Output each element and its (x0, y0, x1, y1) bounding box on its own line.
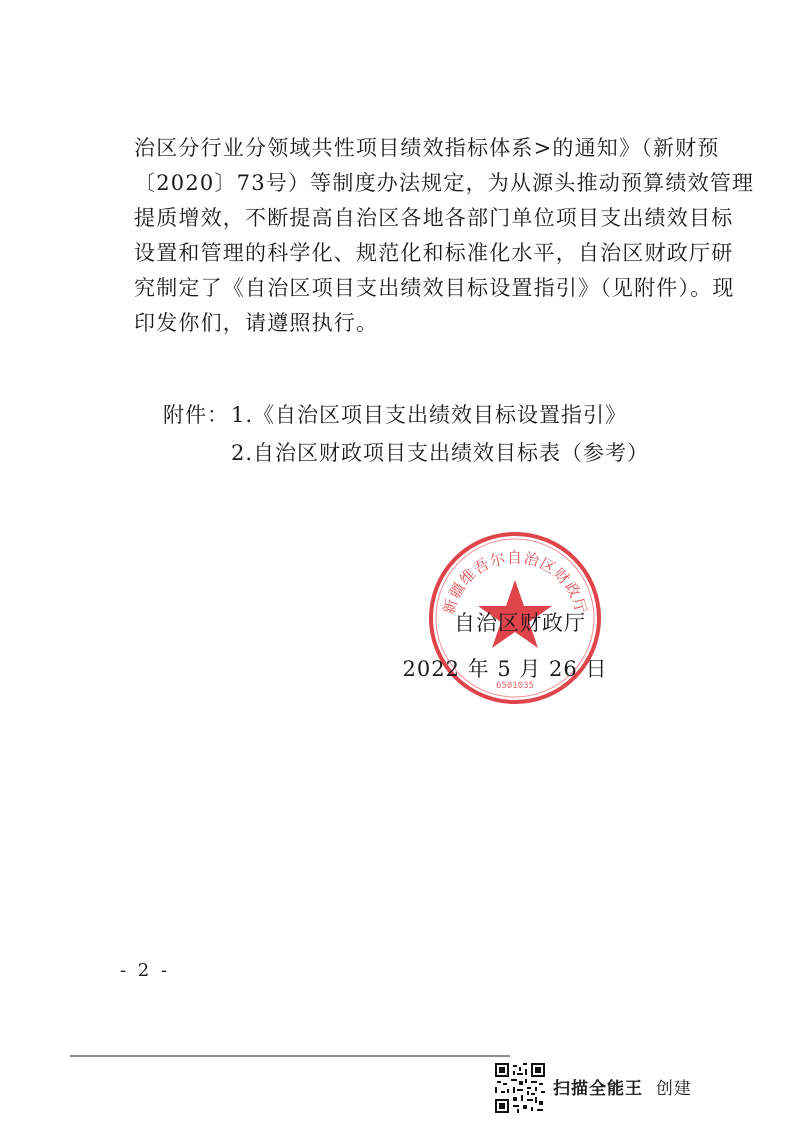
body-line: 提质增效，不断提高自治区各地各部门单位项目支出绩效目标 (134, 206, 734, 230)
attachment-item: 1.《自治区项目支出绩效目标设置指引》 (231, 403, 628, 427)
qr-code-icon (495, 1063, 545, 1113)
body-line: 〔2020〕73号）等制度办法规定，为从源头推动预算绩效管理 (134, 171, 755, 195)
issuing-authority: 自治区财政厅 (454, 611, 586, 635)
watermark-action: 创建 (655, 1079, 692, 1099)
scan-edge-divider (70, 1055, 510, 1057)
issue-date: 2022 年 5 月 26 日 (402, 657, 608, 681)
body-line: 印发你们，请遵照执行。 (134, 311, 379, 335)
page-number: - 2 - (120, 960, 171, 981)
watermark-brand: 扫描全能王 (553, 1079, 643, 1099)
body-line: 治区分行业分领域共性项目绩效指标体系>的通知》（新财预 (134, 136, 720, 160)
scanner-watermark (553, 1074, 692, 1099)
seal-text: 新疆维吾尔自治区财政厅 (439, 548, 591, 617)
body-paragraph (134, 131, 755, 341)
body-line: 设置和管理的科学化、规范化和标准化水平，自治区财政厅研 (134, 241, 734, 265)
attachment-item: 2.自治区财政项目支出绩效目标表（参考） (231, 441, 650, 465)
body-line: 究制定了《自治区项目支出绩效目标设置指引》（见附件）。现 (134, 276, 735, 300)
attachments-label: 附件： (163, 403, 229, 427)
signoff-block (402, 606, 615, 686)
seal-code: 6501035 (496, 681, 534, 691)
